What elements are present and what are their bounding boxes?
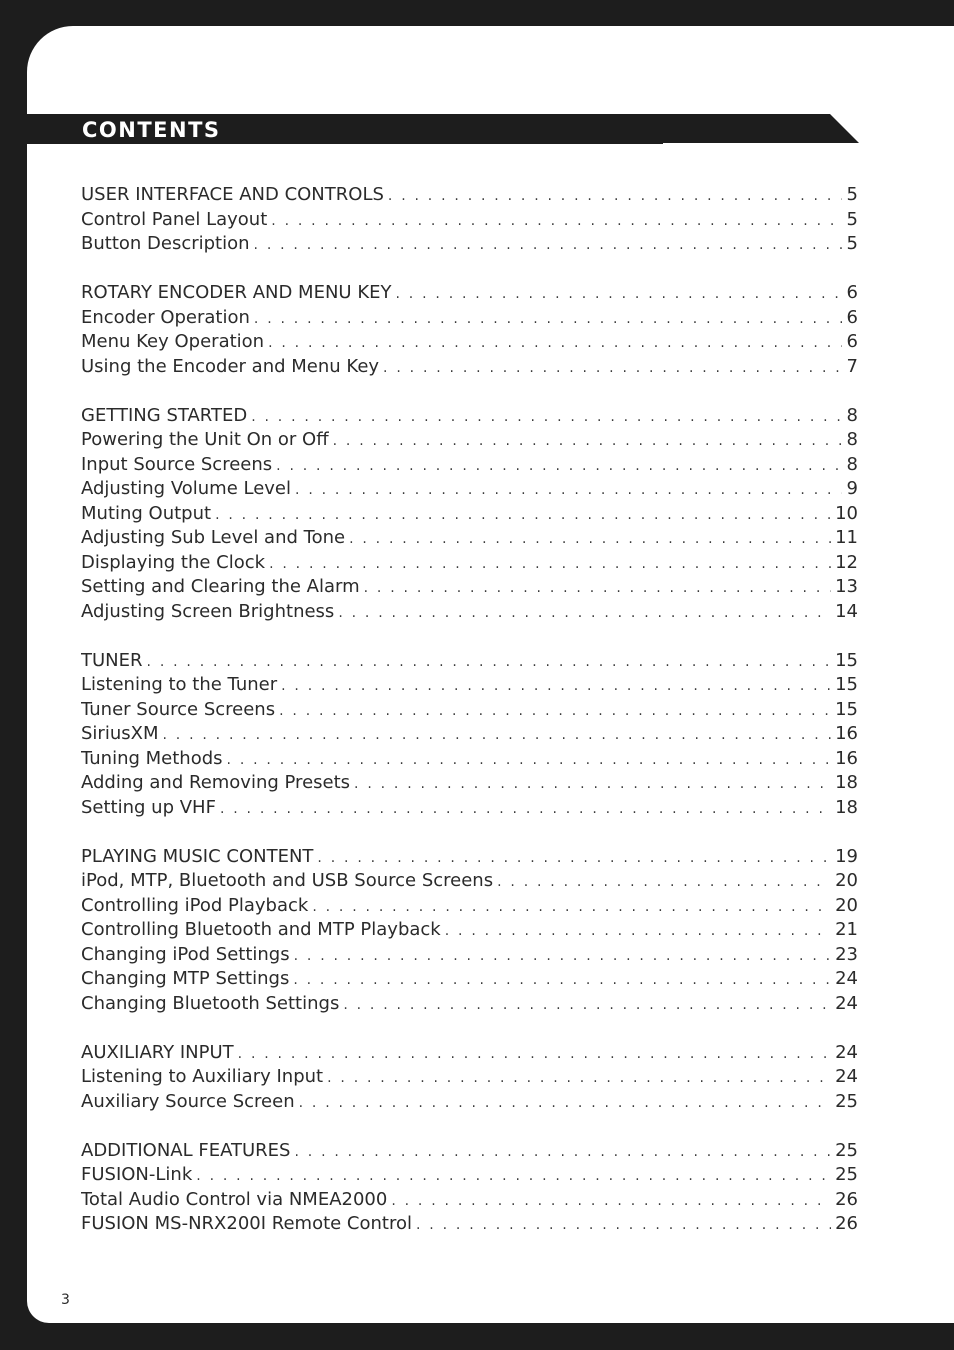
toc-entry[interactable]	[81, 698, 858, 723]
dot-leader	[254, 233, 842, 257]
toc-entry[interactable]	[81, 943, 858, 968]
toc-entry-page: 26	[835, 1188, 858, 1210]
toc-entry-label: Input Source Screens	[81, 453, 273, 475]
toc-entry-label: SiriusXM	[81, 723, 159, 744]
table-of-contents	[81, 183, 858, 1261]
toc-entry-page: 20	[835, 870, 858, 891]
toc-entry-label: Powering the Unit On or Off	[81, 429, 329, 450]
toc-entry[interactable]	[81, 722, 858, 747]
page-title: CONTENTS	[82, 118, 221, 142]
dot-leader	[220, 797, 831, 821]
toc-entry-label: Total Audio Control via NMEA2000	[81, 1188, 388, 1210]
dot-leader	[215, 503, 831, 527]
toc-entry[interactable]	[81, 894, 858, 919]
toc-entry-label: TUNER	[81, 649, 143, 671]
toc-entry[interactable]	[81, 428, 858, 453]
toc-entry-page: 15	[835, 698, 858, 720]
toc-entry-page: 6	[846, 331, 858, 352]
toc-section	[81, 1041, 858, 1115]
dot-leader	[269, 552, 831, 576]
dot-leader	[396, 282, 843, 306]
toc-entry-label: Displaying the Clock	[81, 551, 266, 573]
toc-entry-page: 21	[835, 919, 858, 940]
toc-entry[interactable]	[81, 502, 858, 527]
dot-leader	[276, 454, 842, 478]
dot-leader	[281, 674, 831, 698]
toc-entry-label: iPod, MTP, Bluetooth and USB Source Screens	[81, 870, 494, 891]
toc-entry-page: 6	[846, 306, 858, 328]
dot-leader	[383, 356, 842, 380]
toc-entry-page: 16	[835, 723, 858, 744]
toc-entry-label: Muting Output	[81, 502, 212, 524]
toc-entry-label: FUSION MS-NRX200I Remote Control	[81, 1213, 412, 1234]
dot-leader	[312, 895, 831, 919]
dot-leader	[349, 527, 831, 551]
toc-entry-page: 25	[835, 1139, 858, 1161]
toc-entry[interactable]	[81, 1090, 858, 1115]
toc-entry-page: 9	[846, 478, 858, 499]
toc-entry-page: 24	[835, 1066, 858, 1087]
dot-leader	[343, 993, 831, 1017]
toc-entry-label: Adjusting Volume Level	[81, 478, 292, 499]
toc-entry[interactable]	[81, 796, 858, 821]
toc-entry-label: Adjusting Sub Level and Tone	[81, 527, 346, 548]
toc-entry[interactable]	[81, 869, 858, 894]
toc-section	[81, 845, 858, 1017]
dot-leader	[327, 1066, 831, 1090]
toc-entry-label: Using the Encoder and Menu Key	[81, 355, 380, 377]
toc-entry-label: Button Description	[81, 233, 250, 254]
dot-leader	[196, 1164, 831, 1188]
toc-entry-label: GETTING STARTED	[81, 404, 248, 426]
toc-entry-label: USER INTERFACE AND CONTROLS	[81, 184, 384, 205]
toc-entry[interactable]	[81, 967, 858, 992]
toc-heading[interactable]	[81, 845, 858, 870]
toc-entry[interactable]	[81, 747, 858, 772]
toc-entry[interactable]	[81, 330, 858, 355]
toc-entry-page: 12	[835, 551, 858, 573]
page-number: 3	[61, 1292, 70, 1308]
dot-leader	[364, 576, 831, 600]
toc-entry-page: 8	[846, 453, 858, 475]
toc-entry-label: Menu Key Operation	[81, 331, 265, 352]
toc-entry[interactable]	[81, 477, 858, 502]
toc-entry-label: Setting up VHF	[81, 796, 216, 818]
toc-entry-label: Adjusting Screen Brightness	[81, 600, 335, 622]
dot-leader	[445, 919, 831, 943]
dot-leader	[497, 870, 831, 894]
dot-leader	[354, 772, 831, 796]
toc-entry-label: Setting and Clearing the Alarm	[81, 576, 360, 597]
toc-entry-page: 24	[835, 1041, 858, 1063]
toc-entry-label: Listening to the Tuner	[81, 674, 278, 695]
dot-leader	[271, 209, 842, 233]
toc-entry[interactable]	[81, 355, 858, 380]
toc-section	[81, 281, 858, 379]
dot-leader	[268, 331, 842, 355]
toc-entry-page: 14	[835, 600, 858, 622]
toc-entry-label: Changing iPod Settings	[81, 943, 290, 965]
dot-leader	[299, 1091, 831, 1115]
dot-leader	[279, 699, 831, 723]
toc-entry[interactable]	[81, 1188, 858, 1213]
toc-entry-page: 19	[835, 845, 858, 867]
dot-leader	[293, 968, 831, 992]
toc-entry-page: 10	[835, 502, 858, 524]
dot-leader	[238, 1042, 831, 1066]
dot-leader	[388, 184, 842, 208]
toc-entry-label: Changing Bluetooth Settings	[81, 992, 340, 1014]
toc-entry-page: 8	[846, 404, 858, 426]
dot-leader	[294, 1140, 831, 1164]
toc-entry-label: ADDITIONAL FEATURES	[81, 1139, 291, 1161]
toc-entry[interactable]	[81, 1065, 858, 1090]
toc-heading[interactable]	[81, 649, 858, 674]
toc-entry[interactable]	[81, 918, 858, 943]
toc-entry-page: 13	[835, 576, 858, 597]
toc-entry-label: FUSION-Link	[81, 1164, 193, 1185]
toc-heading[interactable]	[81, 183, 858, 208]
toc-entry-label: Auxiliary Source Screen	[81, 1090, 295, 1112]
dot-leader	[295, 478, 842, 502]
toc-entry-label: Changing MTP Settings	[81, 968, 290, 989]
toc-entry[interactable]	[81, 575, 858, 600]
toc-entry[interactable]	[81, 208, 858, 233]
toc-entry-label: Control Panel Layout	[81, 208, 268, 230]
toc-entry[interactable]	[81, 1163, 858, 1188]
toc-entry-page: 24	[835, 992, 858, 1014]
toc-entry-label: Controlling Bluetooth and MTP Playback	[81, 919, 441, 940]
toc-entry[interactable]	[81, 306, 858, 331]
toc-entry-label: Tuning Methods	[81, 747, 223, 769]
toc-entry[interactable]	[81, 771, 858, 796]
toc-entry-page: 18	[835, 772, 858, 793]
toc-entry[interactable]	[81, 673, 858, 698]
toc-section	[81, 1139, 858, 1237]
toc-entry-page: 18	[835, 796, 858, 818]
toc-heading[interactable]	[81, 281, 858, 306]
toc-heading[interactable]	[81, 1139, 858, 1164]
toc-entry-label: Encoder Operation	[81, 306, 250, 328]
dot-leader	[227, 748, 832, 772]
toc-entry-page: 5	[846, 184, 858, 205]
toc-heading[interactable]	[81, 404, 858, 429]
toc-entry-page: 15	[835, 674, 858, 695]
toc-entry-page: 16	[835, 747, 858, 769]
toc-entry-page: 25	[835, 1090, 858, 1112]
toc-entry-page: 6	[846, 282, 858, 303]
dot-leader	[294, 944, 831, 968]
dot-leader	[251, 405, 842, 429]
toc-entry-page: 24	[835, 968, 858, 989]
toc-entry-page: 7	[846, 355, 858, 377]
dot-leader	[162, 723, 831, 747]
toc-entry-label: AUXILIARY INPUT	[81, 1041, 234, 1063]
toc-entry-page: 5	[846, 233, 858, 254]
toc-entry[interactable]	[81, 526, 858, 551]
dot-leader	[338, 601, 831, 625]
toc-entry-page: 20	[835, 894, 858, 916]
dot-leader	[317, 846, 831, 870]
toc-entry-label: Tuner Source Screens	[81, 698, 276, 720]
toc-entry-page: 23	[835, 943, 858, 965]
toc-section	[81, 183, 858, 257]
toc-entry-page: 11	[835, 527, 858, 548]
toc-section	[81, 404, 858, 625]
dot-leader	[416, 1213, 831, 1237]
toc-entry-page: 26	[835, 1213, 858, 1234]
toc-entry-page: 15	[835, 649, 858, 671]
toc-entry-page: 5	[846, 208, 858, 230]
dot-leader	[333, 429, 842, 453]
toc-entry-label: Adding and Removing Presets	[81, 772, 351, 793]
toc-entry-label: Controlling iPod Playback	[81, 894, 309, 916]
toc-entry-label: Listening to Auxiliary Input	[81, 1066, 324, 1087]
dot-leader	[147, 650, 832, 674]
toc-heading[interactable]	[81, 1041, 858, 1066]
toc-entry[interactable]	[81, 551, 858, 576]
dot-leader	[391, 1189, 831, 1213]
toc-entry-page: 25	[835, 1164, 858, 1185]
toc-entry-label: ROTARY ENCODER AND MENU KEY	[81, 282, 392, 303]
toc-entry[interactable]	[81, 992, 858, 1017]
toc-entry[interactable]	[81, 1212, 858, 1237]
toc-entry[interactable]	[81, 600, 858, 625]
toc-entry[interactable]	[81, 232, 858, 257]
toc-entry-page: 8	[846, 429, 858, 450]
toc-section	[81, 649, 858, 821]
dot-leader	[254, 307, 842, 331]
toc-entry[interactable]	[81, 453, 858, 478]
toc-entry-label: PLAYING MUSIC CONTENT	[81, 845, 314, 867]
